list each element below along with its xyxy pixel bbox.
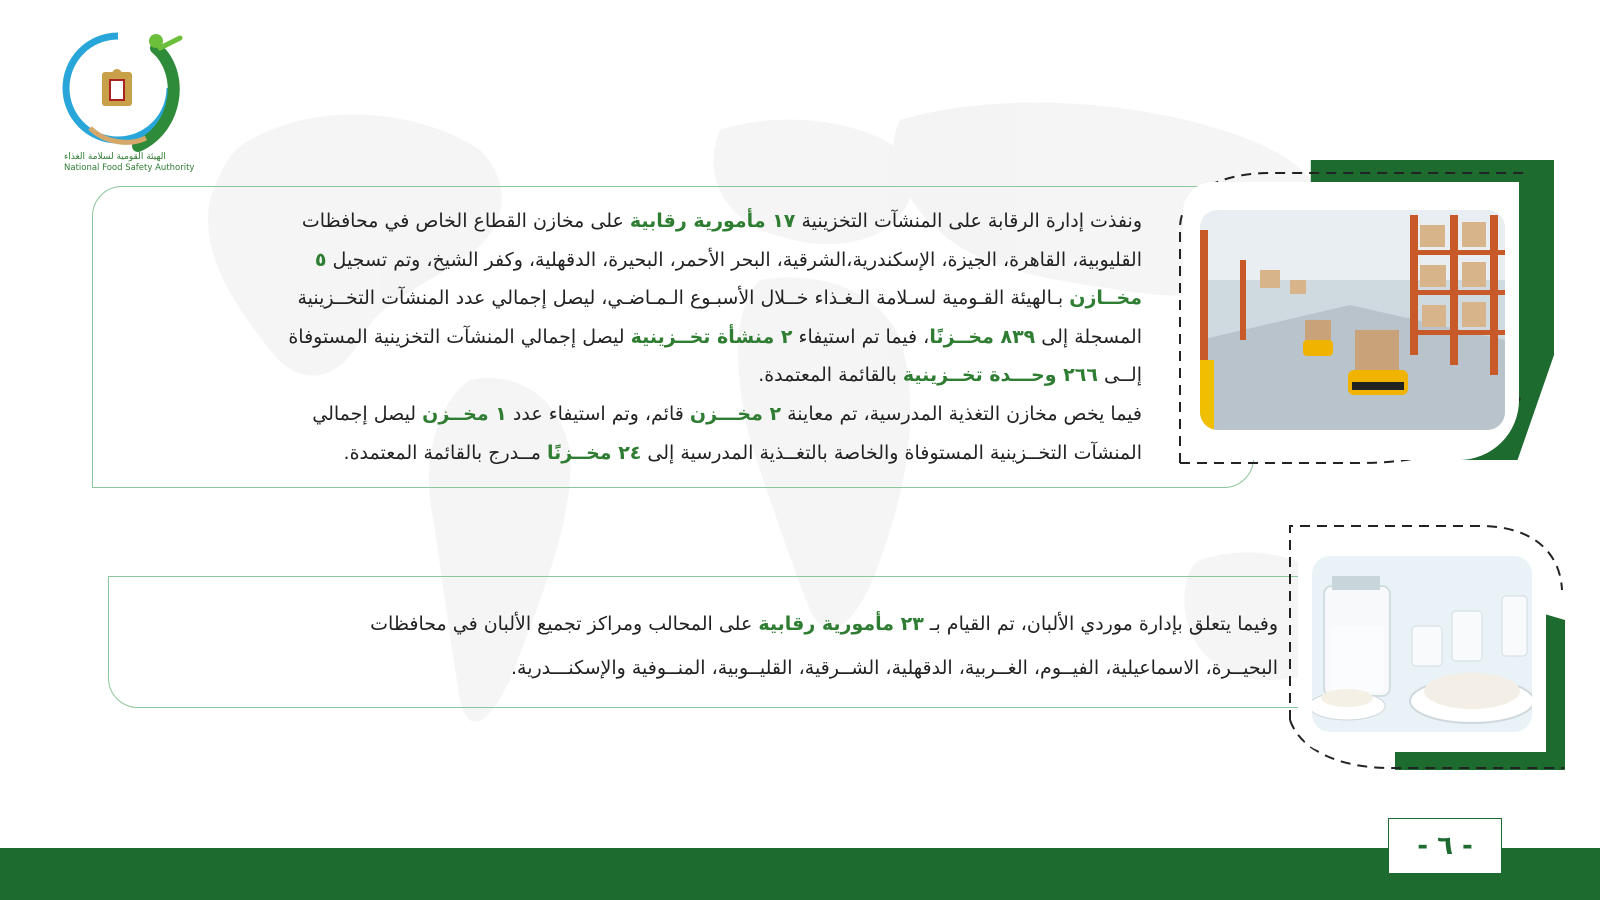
- section1-line2: [112, 241, 1142, 280]
- body-text: على المحالب ومراكز تجميع الألبان في محافظات: [370, 613, 759, 635]
- section1-paragraph: [112, 202, 1142, 472]
- body-text: القليوبية، القاهرة، الجيزة، الإسكندرية،الشرقية، البحر الأحمر، البحيرة، الدقهلية، وكفر الشيخ، وتم تسجيل: [326, 248, 1142, 271]
- egypt-eagle-emblem: [102, 69, 132, 106]
- highlighted-figure: ٢ منشأة تخــزينية: [630, 325, 793, 348]
- section1-line7: [112, 434, 1142, 473]
- section2-paragraph: [120, 602, 1278, 690]
- section2-line1: [120, 602, 1278, 646]
- section1-line6: [112, 395, 1142, 434]
- highlighted-figure: ١ مخــزن: [422, 402, 507, 425]
- highlighted-figure: ١٧ مأمورية رقابية: [629, 210, 796, 232]
- section1-line1: [112, 202, 1142, 241]
- highlighted-figure: ٢٤ مخــزنًا: [547, 441, 642, 464]
- body-text: المسجلة إلى: [1035, 325, 1142, 348]
- highlighted-figure: ٢٦٦ وحـــدة تخــزينية: [902, 364, 1098, 387]
- section2-line2: [120, 646, 1278, 690]
- section1-line4: [112, 318, 1142, 357]
- body-text: المنشآت التخــزينية المستوفاة والخاصة بالتغــذية المدرسية إلى: [641, 441, 1142, 464]
- section1-line5: [112, 356, 1142, 395]
- body-text: إلــى: [1097, 364, 1142, 387]
- highlighted-figure: ٢ مخـــزن: [689, 402, 782, 425]
- highlighted-figure: ٢٣ مأمورية رقابية: [758, 613, 924, 635]
- body-text: قائم، وتم استيفاء عدد: [506, 402, 690, 425]
- logo-arabic-name: الهيئة القومية لسلامة الغذاء: [64, 152, 166, 162]
- highlighted-figure: ٨٣٩ مخــزنًا: [929, 325, 1036, 348]
- body-text: بـالهيئة القـومية لسـلامة الـغـذاء خــلال الأسبـوع الـمـاضـي، ليصل إجمالي عدد المنشآت التخــزينية: [297, 287, 1070, 310]
- body-text: مــدرج بالقائمة المعتمدة.: [343, 441, 548, 464]
- body-text: ونفذت إدارة الرقابة على المنشآت التخزينية: [795, 210, 1142, 232]
- logo-english-name: National Food Safety Authority: [64, 163, 195, 173]
- body-text: ليصل إجمالي: [312, 402, 423, 425]
- highlighted-figure: مخــازن: [1069, 287, 1142, 310]
- body-text: وفيما يتعلق بإدارة موردي الألبان، تم القيام بـ: [923, 613, 1278, 635]
- page-number: - ٦ -: [1388, 818, 1502, 874]
- warehouse-photo: [1200, 210, 1505, 430]
- footer-bar: [0, 848, 1600, 900]
- svg-text:NFSA: NFSA: [152, 84, 170, 113]
- body-text: البحيــرة، الاسماعيلية، الفيــوم، الغــربية، الدقهلية، الشــرقية، القليــوبية، المنــوفية والإسكنـــدرية.: [510, 657, 1278, 679]
- highlighted-figure: ٥: [314, 248, 327, 271]
- section1-line3: [112, 279, 1142, 318]
- body-text: بالقائمة المعتمدة.: [758, 364, 903, 387]
- body-text: ليصل إجمالي المنشآت التخزينية المستوفاة: [288, 325, 631, 348]
- dairy-products-photo: [1312, 556, 1532, 732]
- body-text: فيما يخص مخازن التغذية المدرسية، تم معاينة: [781, 402, 1142, 425]
- body-text: ، فيما تم استيفاء: [792, 325, 930, 348]
- body-text: على مخازن القطاع الخاص في محافظات: [301, 210, 630, 232]
